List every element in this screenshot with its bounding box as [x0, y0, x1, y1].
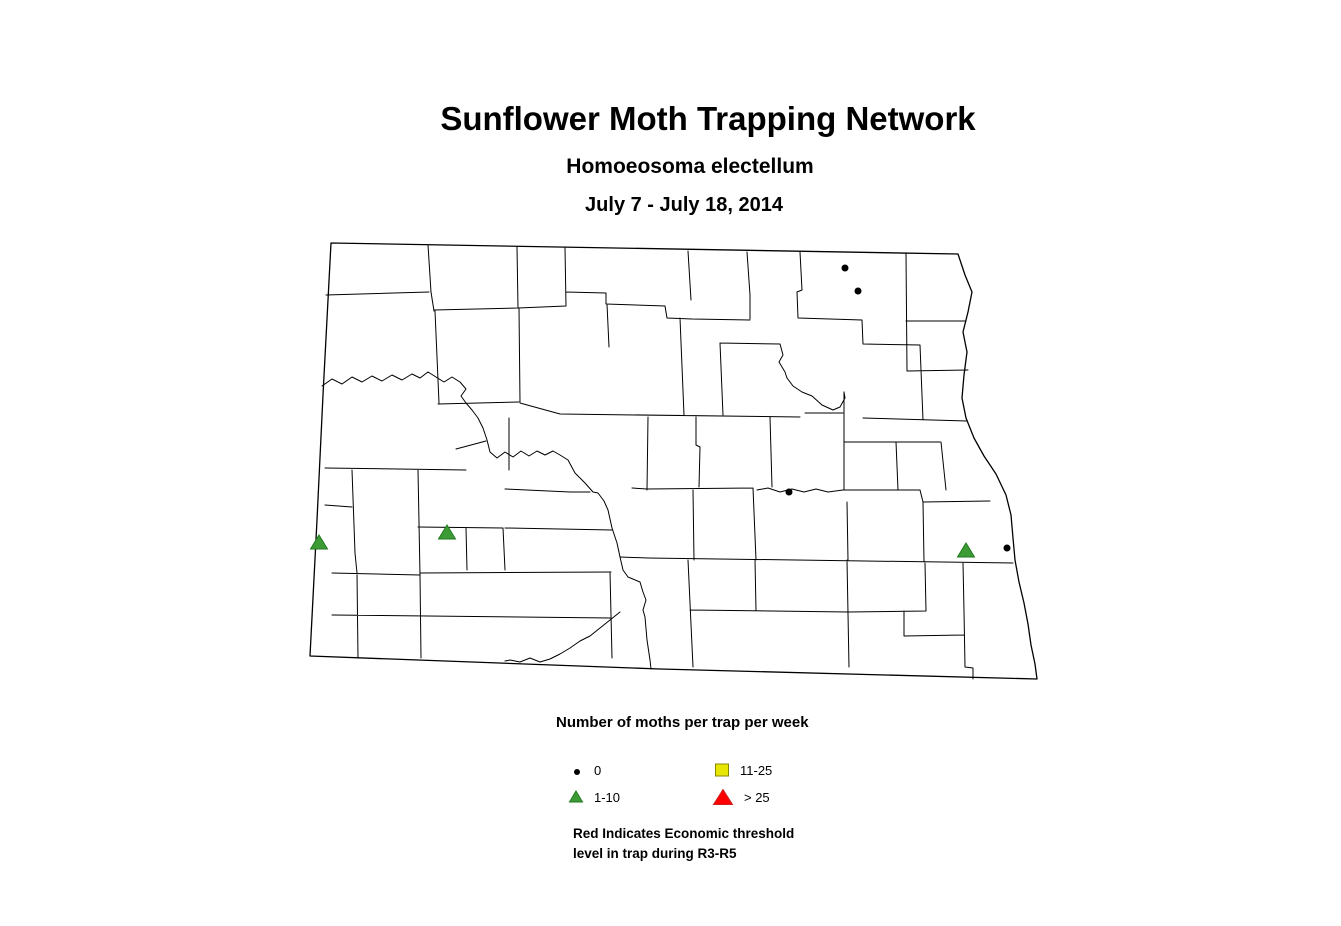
james-river [757, 488, 843, 492]
green-triangle-icon [568, 789, 584, 805]
legend-label: 11-25 [740, 762, 773, 778]
state-outline [310, 243, 1037, 679]
trap-point-triangle [311, 535, 328, 549]
dot-icon [570, 764, 584, 778]
trap-point-triangle [958, 543, 975, 557]
devils-lake-shore [787, 378, 845, 410]
page-title: Sunflower Moth Trapping Network [440, 100, 976, 137]
county-boundaries [325, 245, 1013, 679]
trap-point-dot [842, 265, 849, 272]
trap-points-layer [311, 265, 1011, 558]
legend-item-high [712, 787, 770, 807]
legend-note-line2: level in trap during R3-R5 [573, 846, 737, 861]
legend-heading: Number of moths per trap per week [556, 714, 809, 731]
trap-point-dot [786, 489, 793, 496]
cannonball-river [505, 612, 620, 662]
legend-note [573, 824, 794, 864]
species-subtitle: Homoeosoma electellum [566, 155, 814, 178]
legend-item-zero [570, 763, 601, 778]
date-range: July 7 - July 18, 2014 [585, 194, 783, 216]
legend-item-mid [714, 762, 772, 778]
legend-label: 1-10 [594, 789, 621, 805]
missouri-river [322, 372, 651, 669]
legend-item-low [568, 789, 620, 805]
trap-point-dot [855, 288, 862, 295]
legend-label: > 25 [744, 789, 770, 805]
yellow-square-icon [714, 762, 730, 778]
legend-note-line1: Red Indicates Economic threshold [573, 826, 795, 841]
red-triangle-icon [712, 787, 734, 807]
legend-label: 0 [594, 763, 602, 778]
trap-point-dot [1004, 545, 1011, 552]
